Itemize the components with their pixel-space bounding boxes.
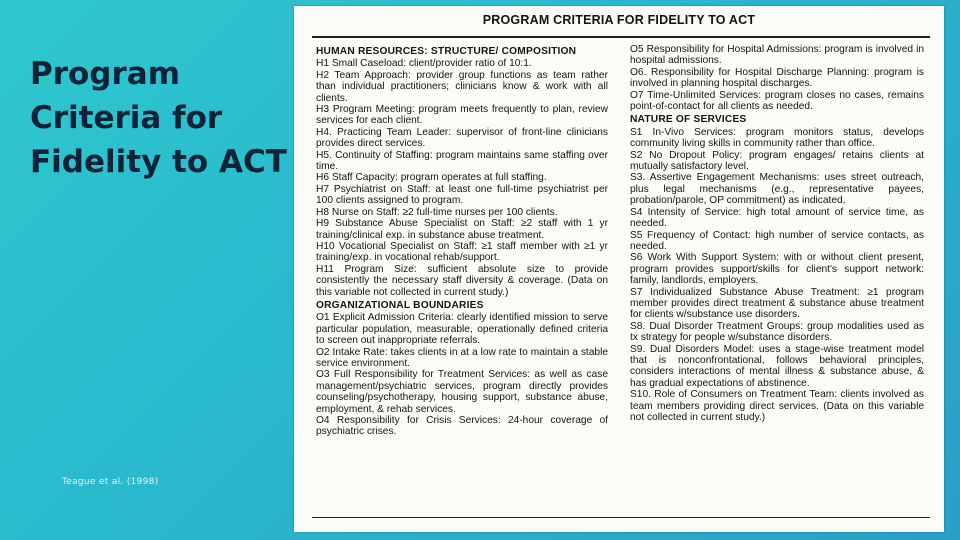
criterion-item: O7 Time-Unlimited Services: program closes no cases, remains point-of-contact for all clients as needed. xyxy=(630,89,924,113)
criterion-item: H3 Program Meeting: program meets frequently to plan, review services for each client. xyxy=(316,104,608,127)
criterion-item: O2 Intake Rate: takes clients in at a low rate to maintain a stable service environment. xyxy=(316,346,608,369)
criterion-item: O5 Responsibility for Hospital Admissions: program is involved in hospital admissions. xyxy=(630,44,924,67)
criterion-item: H6 Staff Capacity: program operates at full staffing. xyxy=(316,172,547,184)
section-heading: ORGANIZATIONAL BOUNDARIES xyxy=(316,299,484,311)
criterion-item: S7 Individualized Substance Abuse Treatment: ≥1 program member provides direct treatment & substance abuse treatment for clients w/substance use disorders. xyxy=(630,286,924,321)
criterion-item: H4. Practicing Team Leader: supervisor of front-line clinicians provides direct services. xyxy=(316,126,608,150)
bottom-rule xyxy=(312,517,930,518)
criterion-item: S2 No Dropout Policy: program engages/ retains clients at mutually satisfactory level. xyxy=(630,149,924,173)
right-column xyxy=(630,44,924,423)
criterion-item: S9. Dual Disorders Model: uses a stage-wise treatment model that is nonconfrontational, follows behavioral principles, considers interactions of mental illness & substance abuse, & has gradual expectations of abstinence. xyxy=(630,343,924,389)
criterion-item: O4 Responsibility for Crisis Services: 24-hour coverage of psychiatric crises. xyxy=(316,415,608,438)
slide-title: Program Criteria for Fidelity to ACT xyxy=(30,56,287,180)
criterion-item: H11 Program Size: sufficient absolute size to provide consistently the necessary staff diversity & coverage. (Data on this variable not collected in current study.) xyxy=(316,263,608,298)
criterion-item: S10. Role of Consumers on Treatment Team: clients involved as team members providing direct services. (Data on this variable not collected in current study.) xyxy=(630,389,924,423)
section-heading: HUMAN RESOURCES: STRUCTURE/ COMPOSITION xyxy=(316,46,577,57)
criterion-item: H2 Team Approach: provider group functions as team rather than individual practitioners; clinicians know & work with all clients. xyxy=(316,69,608,104)
criterion-item: O6. Responsibility for Hospital Discharge Planning: program is involved in planning hospital discharges. xyxy=(630,66,924,90)
criterion-item: H10 Vocational Specialist on Staff: ≥1 staff member with ≥1 yr training/exp. in vocational rehab/support. xyxy=(316,240,608,264)
document-heading: PROGRAM CRITERIA FOR FIDELITY TO ACT xyxy=(482,13,756,27)
criterion-item: H5. Continuity of Staffing: program maintains same staffing over time. xyxy=(316,149,608,173)
criterion-item: S4 Intensity of Service: high total amount of service time, as needed. xyxy=(630,206,924,230)
criterion-item: S1 In-Vivo Services: program monitors status, develops community living skills in community rather than office. xyxy=(630,126,924,150)
criterion-item: O1 Explicit Admission Criteria: clearly identified mission to serve particular population, measurable, operationally defined criteria to screen out inappropriate referrals. xyxy=(316,312,608,347)
criterion-item: H9 Substance Abuse Specialist on Staff: ≥2 staff with 1 yr training/clinical exp. in substance abuse treatment. xyxy=(316,218,608,241)
criterion-item: O3 Full Responsibility for Treatment Services: as well as case management/psychiatric services, program directly provides counseling/psychotherapy, housing support, substance abuse, employment, & rehab services. xyxy=(316,369,608,415)
top-rule xyxy=(312,36,930,38)
section-heading: NATURE OF SERVICES xyxy=(630,114,747,126)
citation: Teague et al. (1998) xyxy=(62,477,159,487)
criterion-item: H7 Psychiatrist on Staff: at least one full-time psychiatrist per 100 clients assigned to program. xyxy=(316,183,608,207)
criterion-item: H8 Nurse on Staff: ≥2 full-time nurses per 100 clients. xyxy=(316,206,558,218)
criterion-item: S5 Frequency of Contact: high number of service contacts, as needed. xyxy=(630,229,924,252)
criterion-item: S8. Dual Disorder Treatment Groups: group modalities used as tx strategy for people w/substance disorders. xyxy=(630,320,924,344)
criterion-item: H1 Small Caseload: client/provider ratio of 10:1. xyxy=(316,58,532,70)
scanned-document xyxy=(294,6,944,532)
criterion-item: S3. Assertive Engagement Mechanisms: uses street outreach, plus legal mechanisms (e.g., representative payees, probation/parole, OP commitment) as indicated. xyxy=(630,172,924,207)
left-column xyxy=(316,44,608,438)
criterion-item: S6 Work With Support System: with or without client present, program provides support/skills for client's support network: family, landlords, employers. xyxy=(630,252,924,287)
